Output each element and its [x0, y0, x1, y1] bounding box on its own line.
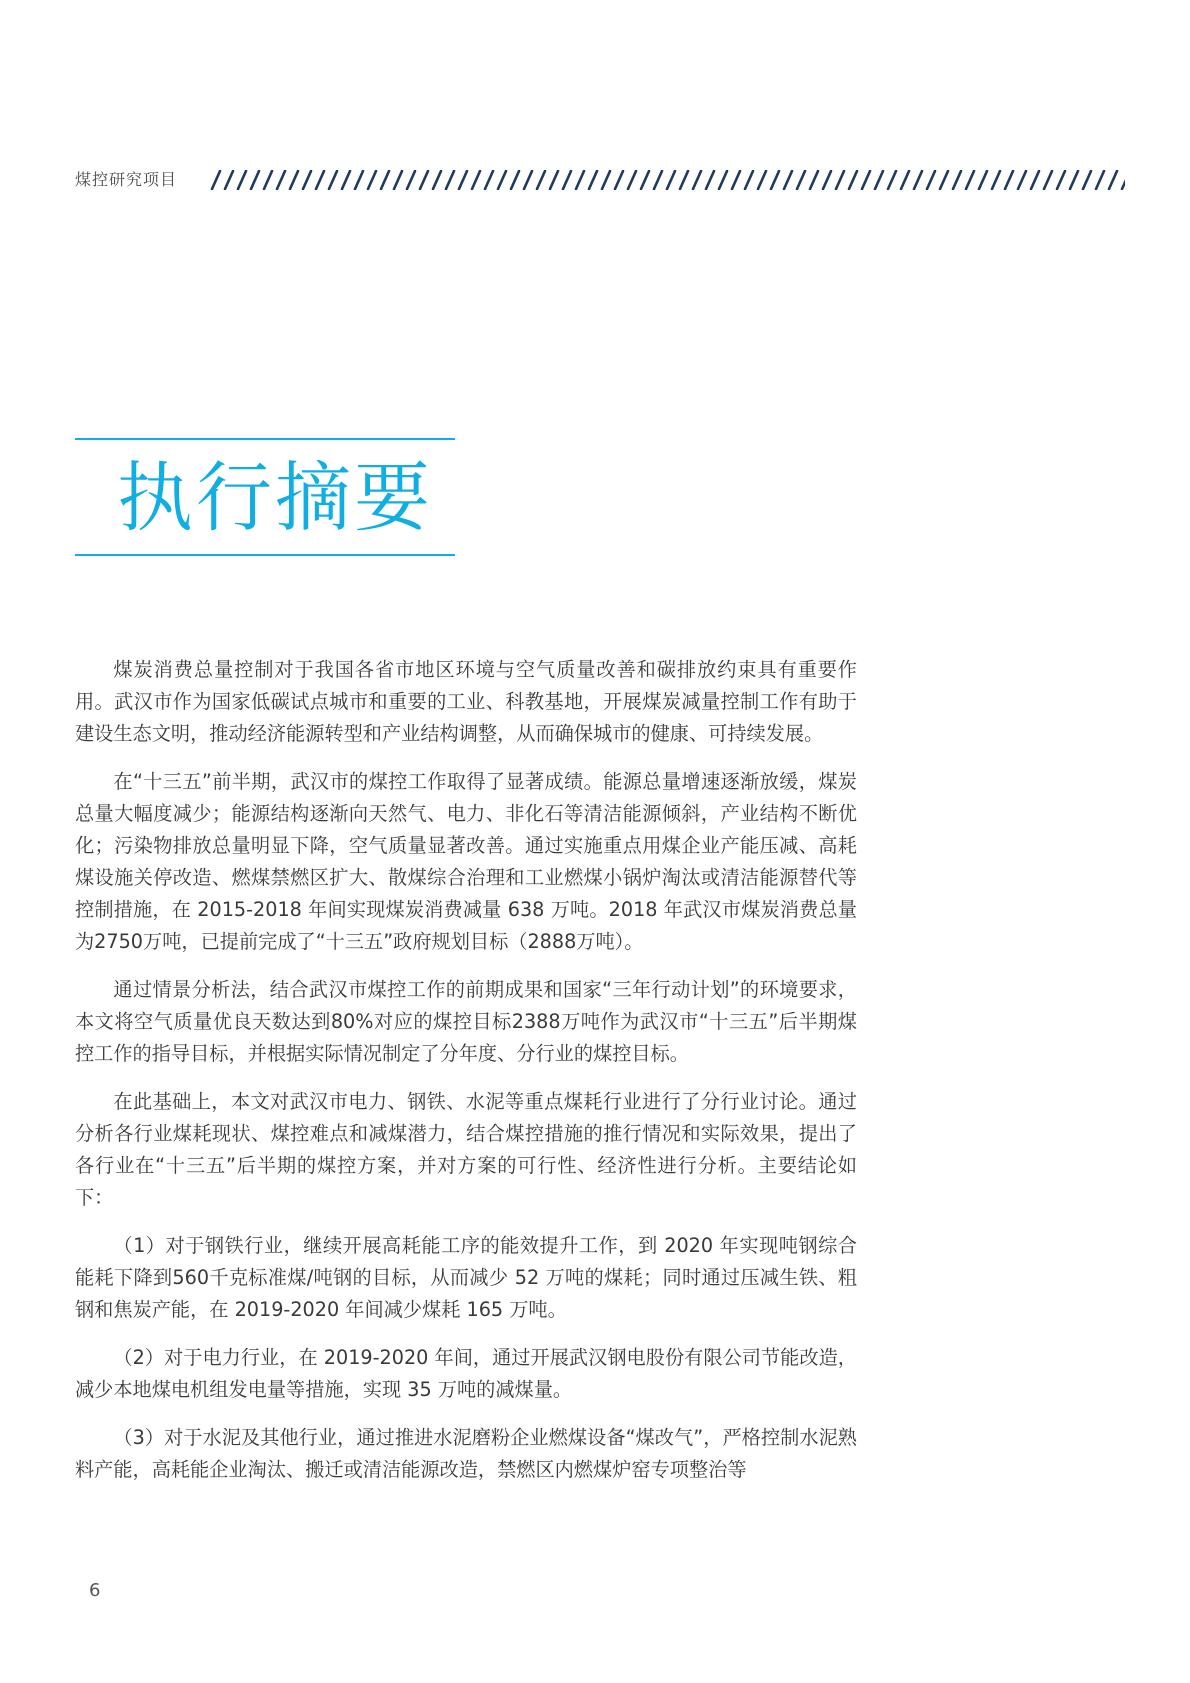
paragraph: 在此基础上，本文对武汉市电力、钢铁、水泥等重点煤耗行业进行了分行业讨论。通过分析各行业煤耗现状、煤控难点和减煤潜力，结合煤控措施的推行情况和实际效果，提出了各行业在“十三五”后半期的煤控方案，并对方案的可行性、经济性进行分析。主要结论如下：: [75, 1090, 857, 1209]
running-header: [75, 166, 1125, 194]
section-title: 执行摘要: [117, 453, 433, 542]
paragraph: 通过情景分析法，结合武汉市煤控工作的前期成果和国家“三年行动计划”的环境要求，本文将空气质量优良天数达到80%对应的煤控目标2388万吨作为武汉市“十三五”后半期煤控工作的指导目标，并根据实际情况制定了分年度、分行业的煤控目标。: [75, 978, 857, 1065]
paragraph: （3）对于水泥及其他行业，通过推进水泥磨粉企业燃煤设备“煤改气”，严格控制水泥熟料产能，高耗能企业淘汰、搬迁或清洁能源改造，禁燃区内燃煤炉窑专项整治等: [75, 1426, 857, 1481]
page-number: 6: [89, 1580, 101, 1601]
paragraph: 在“十三五”前半期，武汉市的煤控工作取得了显著成绩。能源总量增速逐渐放缓，煤炭总量大幅度减少；能源结构逐渐向天然气、电力、非化石等清洁能源倾斜，产业结构不断优化；污染物排放总量明显下降，空气质量显著改善。通过实施重点用煤企业产能压减、高耗煤设施关停改造、燃煤禁燃区扩大、散煤综合治理和工业燃煤小锅炉淘汰或清洁能源替代等控制措施，在 2015-2018 年间实现煤炭消费减量 638 万吨。2018 年武汉市煤炭消费总量为2750万吨，已提前完成了“十三五”政府规划目标（2888万吨）。: [75, 770, 857, 953]
header-stripe-decoration: [210, 170, 1125, 190]
paragraph: （2）对于电力行业，在 2019-2020 年间，通过开展武汉钢电股份有限公司节能改造，减少本地煤电机组发电量等措施，实现 35 万吨的减煤量。: [75, 1346, 857, 1401]
body-text: [75, 654, 857, 1502]
header-label: 煤控研究项目: [75, 170, 178, 189]
title-bottom-rule: [75, 554, 455, 556]
title-top-rule: [75, 438, 455, 440]
paragraph: （1）对于钢铁行业，继续开展高耗能工序的能效提升工作，到 2020 年实现吨钢综合能耗下降到560千克标准煤/吨钢的目标，从而减少 52 万吨的煤耗；同时通过压减生铁、粗钢和焦炭产能，在 2019-2020 年间减少煤耗 165 万吨。: [75, 1234, 857, 1321]
section-title-block: [75, 438, 455, 556]
paragraph: 煤炭消费总量控制对于我国各省市地区环境与空气质量改善和碳排放约束具有重要作用。武汉市作为国家低碳试点城市和重要的工业、科教基地，开展煤炭减量控制工作有助于建设生态文明，推动经济能源转型和产业结构调整，从而确保城市的健康、可持续发展。: [75, 658, 857, 745]
